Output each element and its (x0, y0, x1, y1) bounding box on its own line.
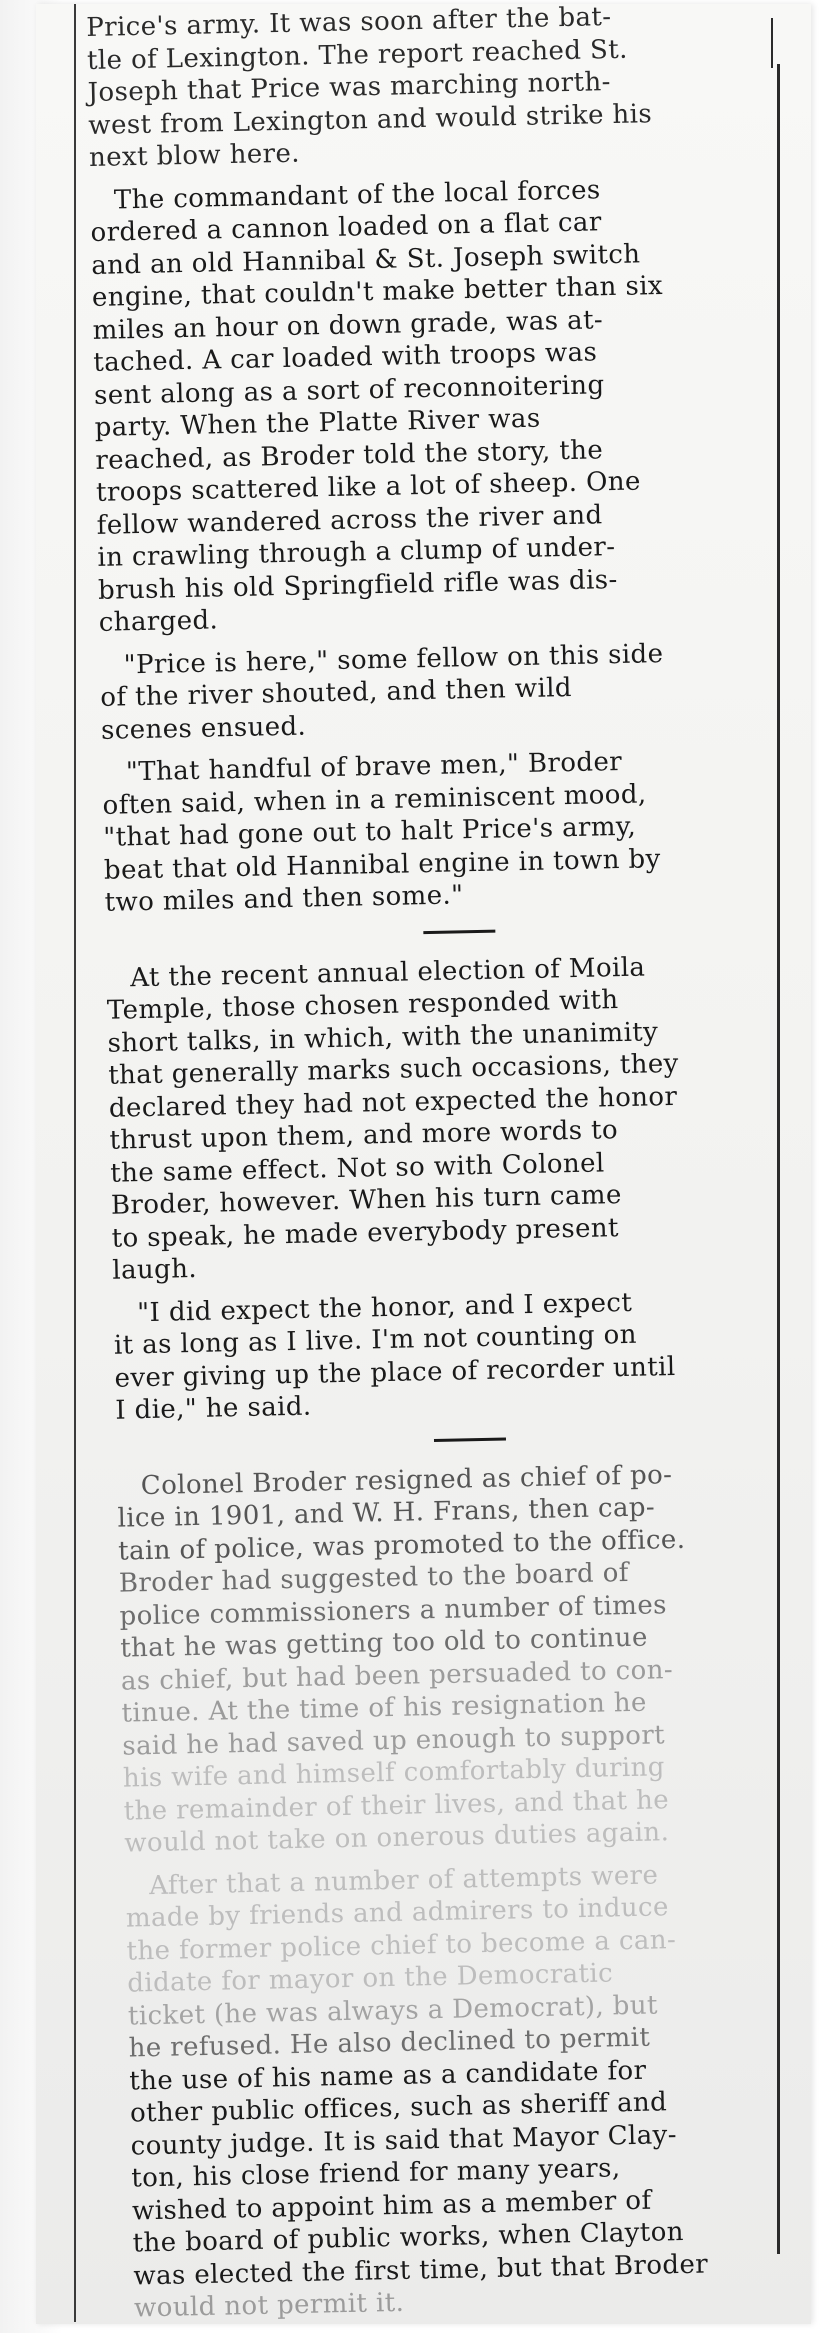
article-column (86, 0, 814, 2325)
article-line: engine, that couldn't make better than six (91, 270, 664, 313)
article-line: ordered a cannon loaded on a flat car (90, 207, 602, 248)
article-line: Joseph that Price was marching north- (87, 67, 612, 108)
article-line: fellow wandered across the river and (96, 499, 603, 541)
paragraph-mayor-candidacy (125, 1856, 814, 2325)
newspaper-clipping (36, 4, 811, 2324)
article-line: to speak, he made everybody present (111, 1212, 620, 1254)
article-line: Broder, however. When his turn came (110, 1180, 623, 1221)
article-line: didate for mayor on the Democratic (126, 1958, 614, 1999)
article-line: At the recent annual election of Moila (129, 952, 646, 993)
article-line: the same effect. Not so with Colonel (110, 1147, 605, 1189)
article-line: as chief, but had been persuaded to con- (120, 1654, 674, 1697)
article-line: charged. (98, 605, 219, 638)
article-line: sent along as a sort of reconnoitering (93, 369, 605, 411)
paragraph-moila-temple (106, 948, 793, 1287)
article-line: party. When the Platte River was (94, 403, 541, 443)
article-line: miles an hour on down grade, was at- (92, 304, 604, 346)
article-line: short talks, in which, with the unanimity (107, 1016, 659, 1059)
article-line: ticket (he was always a Democrat), but (127, 1989, 659, 2032)
article-line: "That handful of brave men," Broder (125, 746, 623, 788)
article-line: troops scattered like a lot of sheep. One (95, 466, 642, 508)
article-line: After that a number of attempts were (148, 1859, 659, 1901)
article-line: wished to appoint him as a member of (131, 2185, 652, 2227)
article-line: "I did expect the honor, and I expect (136, 1287, 633, 1328)
article-line: reached, as Broder told the story, the (95, 434, 604, 476)
section-divider (434, 1437, 506, 1442)
article-line: his wife and himself comfortably during (122, 1752, 666, 1794)
paragraph-resignation (117, 1456, 805, 1860)
article-line: of the river shouted, and then wild (100, 672, 573, 713)
article-line: Broder had suggested to the board of (118, 1557, 630, 1599)
article-line: I die," he said. (114, 1391, 312, 1426)
paragraph-did-expect-honor (113, 1283, 796, 1427)
article-line: The commandant of the local forces (113, 174, 601, 215)
article-line: "Price is here," some fellow on this side (123, 638, 664, 680)
article-line: ever giving up the place of recorder until (114, 1351, 676, 1394)
article-line: two miles and then some." (104, 880, 464, 918)
article-line: in crawling through a clump of under- (97, 532, 616, 573)
article-line: Colonel Broder resigned as chief of po- (140, 1459, 673, 1501)
article-line: the former police chief to become a can- (126, 1924, 677, 1967)
article-line: ton, his close friend for many years, (131, 2153, 621, 2194)
article-line: tinue. At the time of his resignation he (121, 1687, 648, 1729)
article-line: next blow here. (88, 138, 301, 173)
column-rule-right-top (771, 18, 773, 68)
article-line: county judge. It is said that Mayor Clay- (130, 2119, 678, 2162)
article-line: police commissioners a number of times (119, 1589, 668, 1632)
article-line: and an old Hannibal & St. Joseph switch (90, 238, 641, 281)
article-line: made by friends and admirers to induce (125, 1892, 670, 1934)
article-line: west from Lexington and would strike his (88, 98, 653, 141)
article-line: lice in 1901, and W. H. Frans, then cap- (117, 1492, 656, 1534)
article-line: laugh. (112, 1253, 198, 1286)
article-line: Price's army. It was soon after the bat- (86, 2, 612, 43)
article-line: tle of Lexington. The report reached St. (86, 34, 629, 76)
article-line: declared they had not expected the honor (108, 1081, 678, 1124)
article-line: that generally marks such occasions, they (107, 1048, 680, 1091)
column-rule-left (74, 4, 76, 2322)
article-line: was elected the first time, but that Broder (133, 2248, 709, 2291)
article-line: would not permit it. (133, 2287, 405, 2324)
article-line: other public offices, such as sheriff and (129, 2087, 668, 2129)
paragraph-commandant (90, 170, 779, 639)
article-line: would not take on onerous duties again. (124, 1817, 670, 1859)
article-line: tached. A car loaded with troops was (93, 337, 598, 378)
paragraph-price-is-here (99, 635, 781, 747)
article-line: said he had saved up enough to support (122, 1719, 666, 1762)
article-line: "that had gone out to halt Price's army, (102, 811, 637, 853)
article-line: tain of police, was promoted to the office. (117, 1524, 686, 1567)
article-line: the board of public works, when Clayton (132, 2216, 685, 2259)
article-line: thrust upon them, and more words to (109, 1115, 619, 1156)
article-line: that he was getting too old to continue (119, 1622, 649, 1664)
paragraph-price-army (86, 0, 769, 174)
article-line: brush his old Springfield rifle was dis- (97, 564, 618, 606)
article-line: the remainder of their lives, and that he (123, 1784, 670, 1827)
article-line: beat that old Hannibal engine in town by (103, 843, 661, 886)
article-line: the use of his name as a candidate for (129, 2055, 647, 2097)
article-line: Temple, those chosen responded with (106, 985, 619, 1026)
article-line: often said, when in a reminiscent mood, (102, 778, 647, 821)
article-line: it as long as I live. I'm not counting on (113, 1319, 638, 1361)
section-divider (423, 929, 495, 934)
article-line: he refused. He also declined to permit (128, 2022, 651, 2064)
article-line: scenes ensued. (100, 711, 307, 746)
paragraph-handful-of-men (102, 743, 785, 920)
